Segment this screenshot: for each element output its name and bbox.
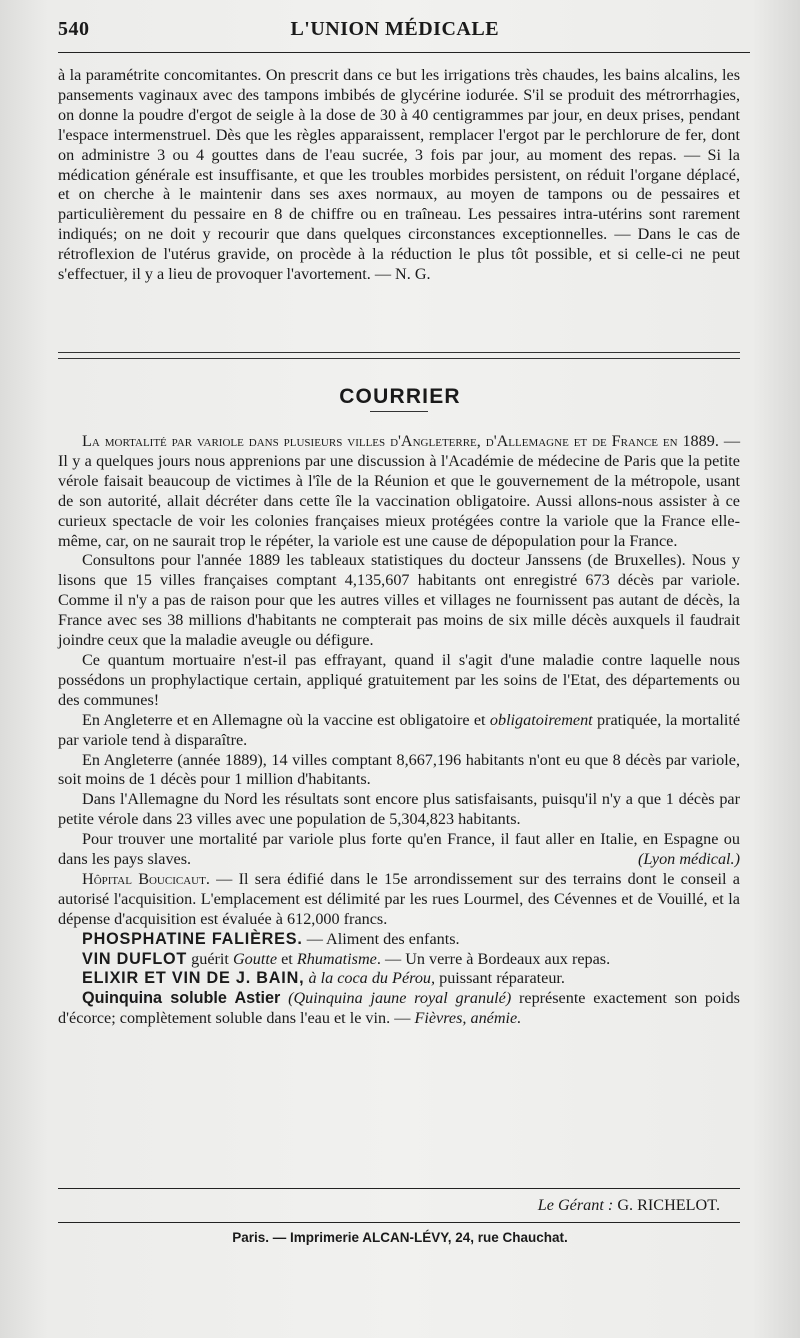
article-mortalite — [58, 432, 740, 1029]
ad-elixir-bain: ELIXIR ET VIN DE J. BAIN, à la coca du Pérou, puissant réparateur. — [82, 969, 565, 988]
article-mortalite-heading: La mortalité par variole dans plusieurs villes d'Angleterre, d'Allemagne et de France en 1889. — [82, 432, 719, 450]
gerant-line — [58, 1196, 740, 1216]
printer-imprint: Paris. — Imprimerie ALCAN-LÉVY, 24, rue Chauchat. — [232, 1230, 568, 1245]
ad-phosphatine: PHOSPHATINE FALIÈRES. — Aliment des enfants. — [82, 929, 460, 948]
header-rule — [58, 52, 750, 53]
article-mortalite-p5: En Angleterre (année 1889), 14 villes comptant 8,667,196 habitants n'ont eu que 8 décès par variole, soit moins de 1 décès pour 1 million d'habitants. — [58, 750, 740, 789]
continued-article — [58, 66, 740, 285]
gerant-name: G. RICHELOT. — [617, 1196, 720, 1214]
footer-rule-top — [58, 1188, 740, 1189]
article-mortalite-p6: Dans l'Allemagne du Nord les résultats sont encore plus satisfaisants, puisqu'il n'y a que 1 décès par petite vérole dans 23 villes avec une population de 5,304,823 habitants. — [58, 790, 740, 829]
footer-rule-bottom — [58, 1222, 740, 1223]
article-source: (Lyon médical.) — [637, 850, 740, 869]
section-title: COURRIER — [339, 385, 461, 408]
article-hopital: Hôpital Boucicaut. — Il sera édifié dans le 15e arrondissement sur des terrains dont le conseil a autorisé l'acquisition. L'emplacement est délimité par les rues Lourmel, des Cévennes et de Vouillé, et la dépense d'acquisition est évaluée à 612,000 francs. — [58, 869, 740, 928]
page-number: 540 — [58, 18, 90, 40]
continued-article-text: à la paramétrite concomitantes. On prescrit dans ce but les irrigations très chaudes, les bains alcalins, les pansements vaginaux avec des tampons imbibés de glycérine iodurée. S'il se produit des métrorrhagies, on donne la poudre d'ergot de seigle à la dose de 30 à 40 centigrammes par jour, en deux prises, pendant l'espace intermenstruel. Dès que les règles apparaissent, remplacer l'ergot par le perchlorure de fer, dont on administre 3 ou 4 gouttes dans de l'eau sucrée, 3 fois par jour, au moment des repas. — Si la médication générale est insuffisante, et que les troubles morbides persistent, on réduit l'organe déplacé, et on cherche à le maintenir dans ses axes normaux, au moyen de tampons ou de pessaires et particulièrement du pessaire en 8 de chiffre ou en traîneau. Les pessaires intra-utérins sont rarement indiqués; on ne doit y recourir que dans quelques circonstances exceptionnelles. — Dans le cas de rétroflexion de l'utérus gravide, on procède à la réduction le plus tôt possible, et si celle-ci ne peut s'effectuer, il y a lieu de provoquer l'avortement. — N. G. — [58, 66, 740, 284]
article-mortalite-p4: En Angleterre et en Allemagne où la vaccine est obligatoire et obligatoirement pratiquée, la mortalité par variole tend à disparaître. — [58, 710, 740, 749]
gerant-label: Le Gérant : — [537, 1196, 614, 1214]
ad-quinquina: Quinquina soluble Astier (Quinquina jaune royal granulé) représente exactement son poids d'écorce; complètement soluble dans l'eau et le vin. — Fièvres, anémie. — [58, 989, 740, 1028]
article-mortalite-p2: Consultons pour l'année 1889 les tableaux statistiques du docteur Janssens (de Bruxelles). Nous y lisons que 15 villes françaises comptant 4,135,607 habitants ont enregistré 673 décès par variole. Comme il n'y a pas de raison pour que les autres villes et villages ne fournissent pas autant de décès, la France avec ses 38 millions d'habitants ne compterait pas moins de six mille décès auxquels il faudrait joindre ceux que la maladie aveugle ou défigure. — [58, 551, 740, 650]
section-title-rule — [370, 411, 428, 412]
journal-title: L'UNION MÉDICALE — [290, 18, 500, 40]
article-mortalite-p7: Pour trouver une mortalité par variole plus forte qu'en France, il faut aller en Italie, en Espagne ou dans les pays slaves. (Lyon médical.) — [58, 830, 740, 869]
ad-vin-duflot: VIN DUFLOT guérit Goutte et Rhumatisme. — Un verre à Bordeaux aux repas. — [82, 949, 611, 968]
article-hopital-heading: Hôpital Boucicaut. — [82, 869, 210, 888]
article-mortalite-p1: La mortalité par variole dans plusieurs villes d'Angleterre, d'Allemagne et de France en 1889. — Il y a quelques jours nous apprenions par une discussion à l'Académie de médecine de Paris que la petite vérole faisait beaucoup de victimes à l'île de la Réunion et que le gouvernement de la métropole, usant de son autorité, allait décréter dans cette île la vaccination obligatoire. Aussi allons-nous assister à ce curieux spectacle de voir les colonies françaises mieux protégées contre la variole que la France elle-même, car, on ne saurait trop le répéter, la variole est une cause de dépopulation pour la France. — [58, 432, 741, 550]
running-head — [58, 18, 740, 41]
section-divider — [58, 352, 740, 359]
article-mortalite-p3: Ce quantum mortuaire n'est-il pas effrayant, quand il s'agit d'une maladie contre laquelle nous possédons un prophylactique certain, appliqué gratuitement par les soins de l'Etat, des départements ou des communes! — [58, 650, 740, 709]
